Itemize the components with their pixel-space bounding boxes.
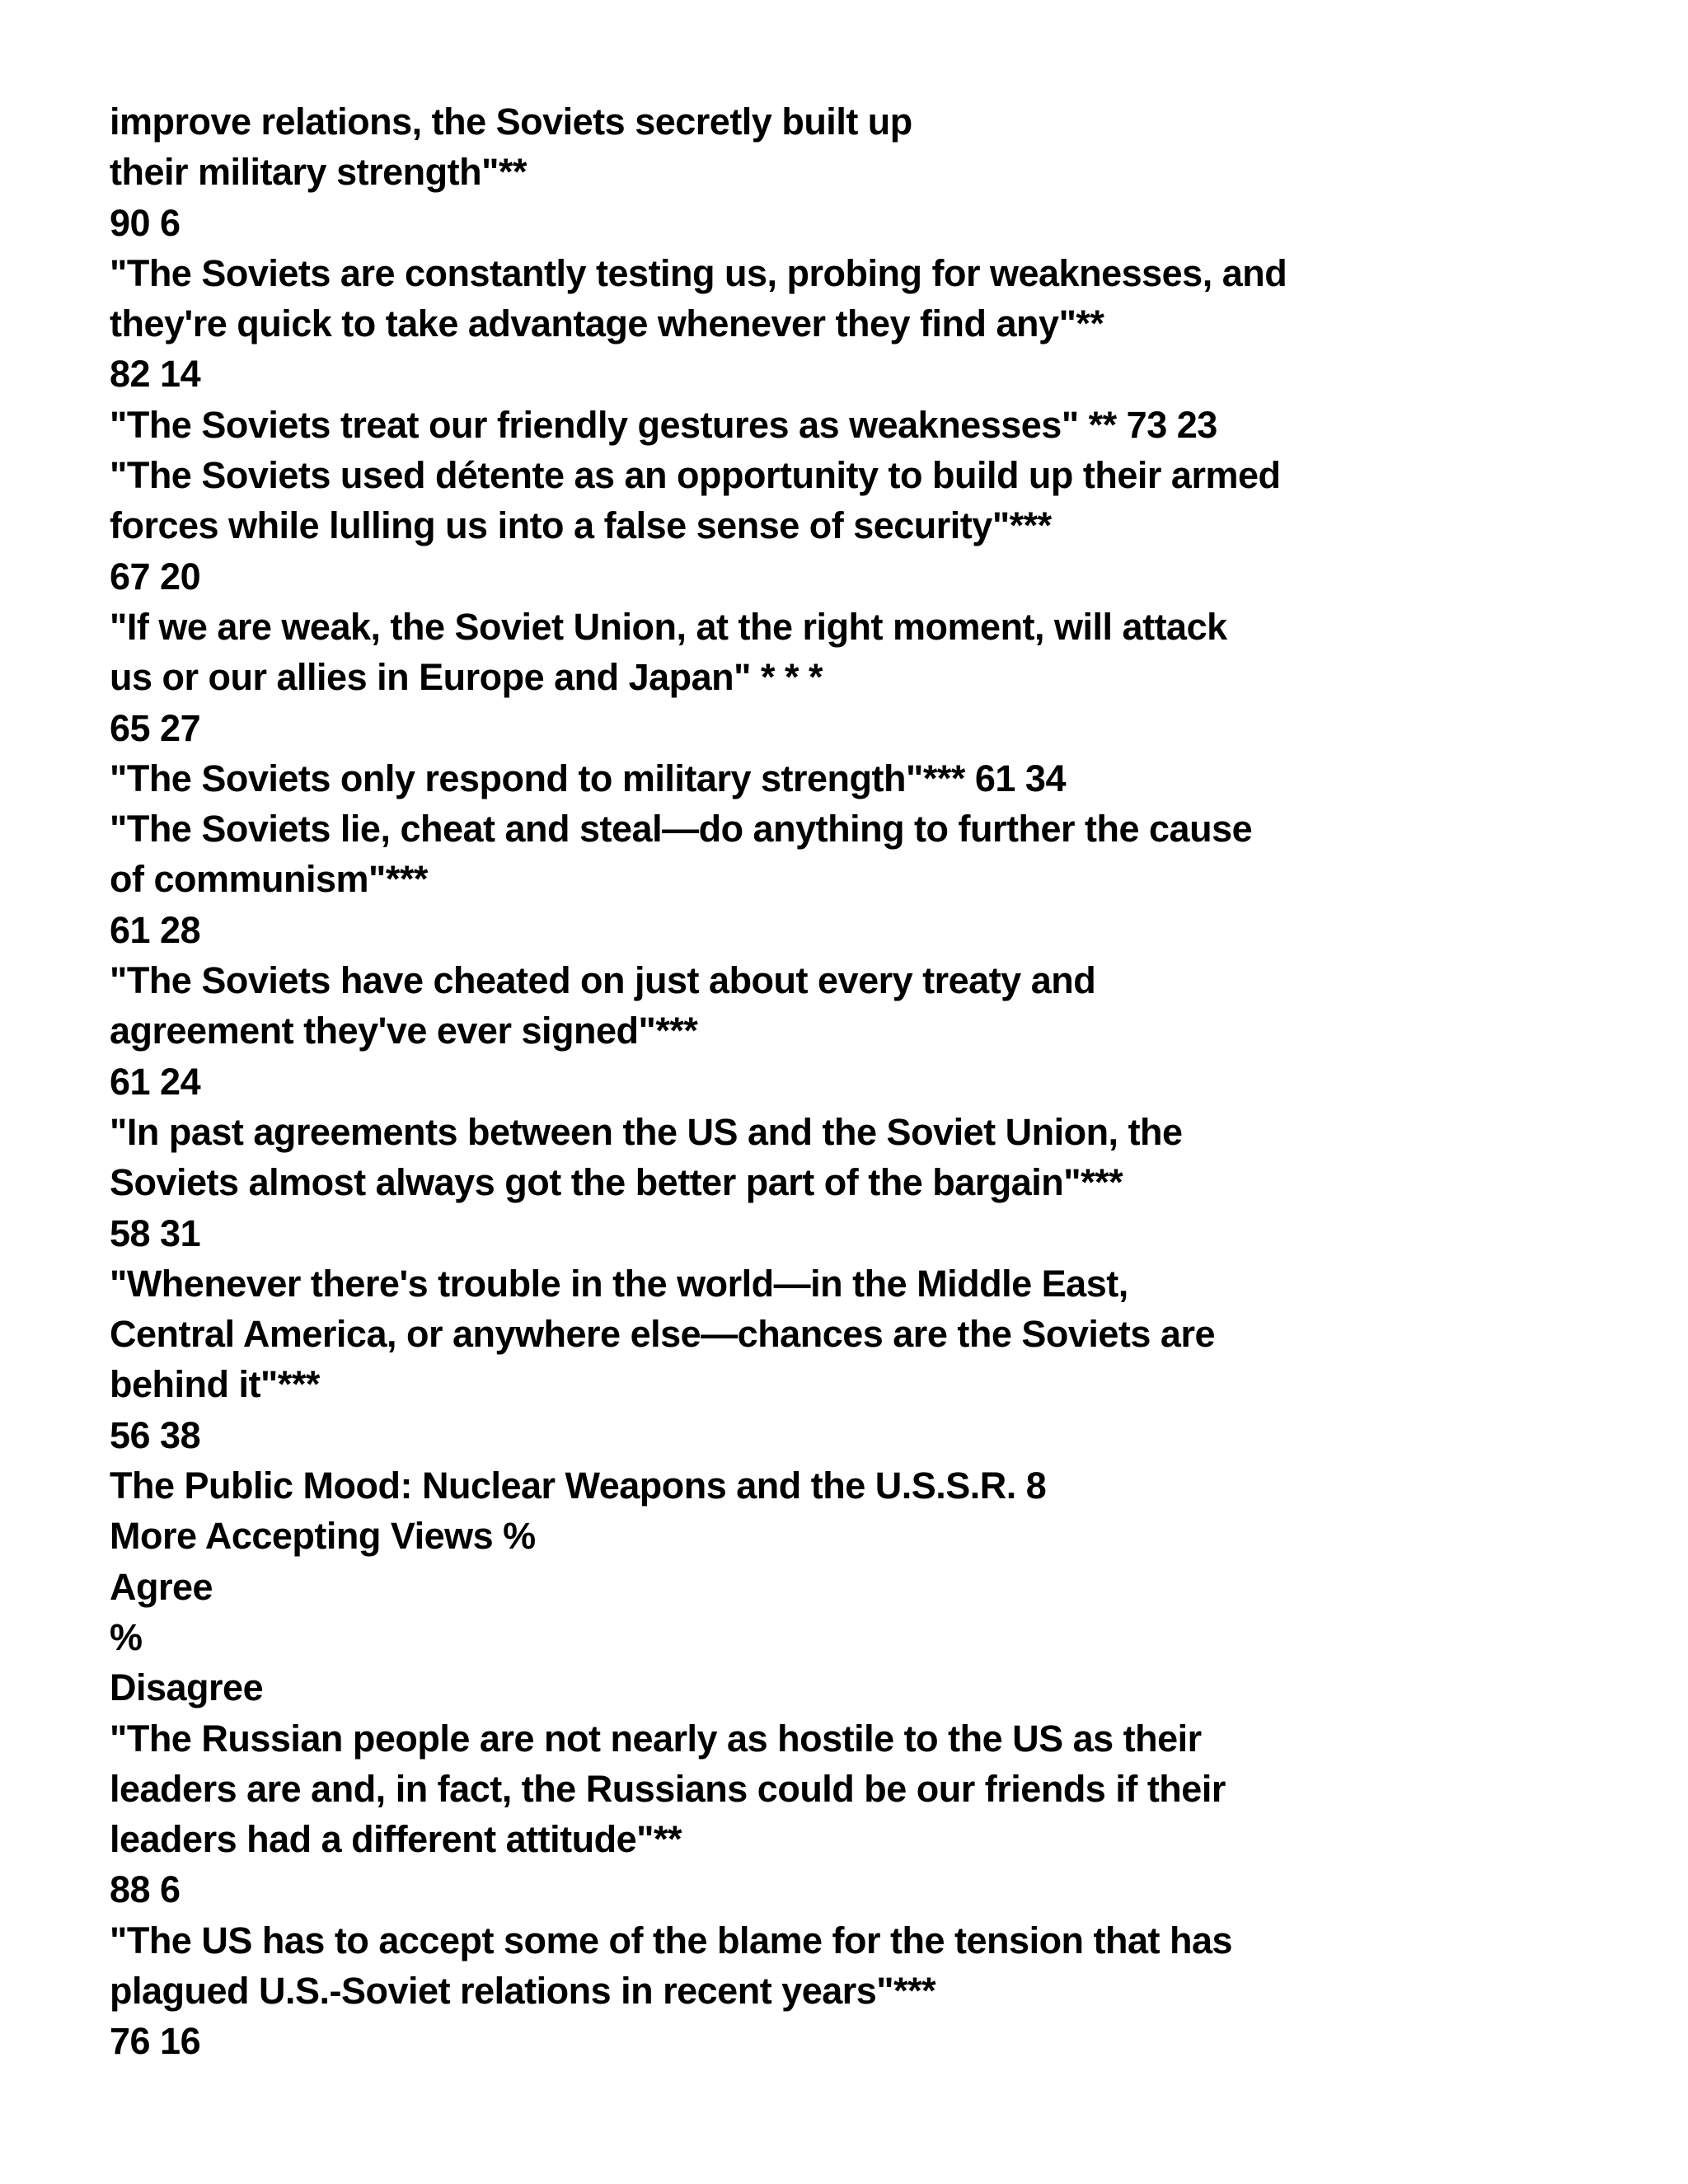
text-line: 90 6 bbox=[110, 201, 181, 244]
text-line: "In past agreements between the US and the Soviet Union, the bbox=[110, 1110, 1183, 1153]
text-line: Soviets almost always got the better part of the bargain"*** bbox=[110, 1161, 1123, 1204]
text-line: "If we are weak, the Soviet Union, at the right moment, will attack bbox=[110, 605, 1227, 648]
text-line: leaders had a different attitude"** bbox=[110, 1818, 682, 1861]
text-line: they're quick to take advantage whenever they find any"** bbox=[110, 302, 1104, 345]
text-line: "The Soviets are constantly testing us, probing for weaknesses, and bbox=[110, 251, 1287, 294]
text-line: "The Soviets have cheated on just about every treaty and bbox=[110, 959, 1096, 1002]
document-text bbox=[110, 96, 1395, 2067]
text-line: forces while lulling us into a false sense of security"*** bbox=[110, 504, 1052, 547]
text-line: of communism"*** bbox=[110, 858, 428, 901]
section-subtitle: More Accepting Views % bbox=[110, 1515, 536, 1558]
column-header-disagree: Disagree bbox=[110, 1666, 264, 1709]
text-line: "The US has to accept some of the blame for the tension that has bbox=[110, 1919, 1233, 1961]
text-line: Central America, or anywhere else—chances are the Soviets are bbox=[110, 1313, 1215, 1356]
text-line: 82 14 bbox=[110, 353, 201, 396]
text-line: "The Soviets only respond to military strength"*** 61 34 bbox=[110, 757, 1066, 799]
text-line: 61 28 bbox=[110, 908, 201, 951]
text-line: improve relations, the Soviets secretly built up bbox=[110, 101, 912, 143]
text-line: 76 16 bbox=[110, 2020, 201, 2063]
text-line: 88 6 bbox=[110, 1868, 181, 1911]
text-line: their military strength"** bbox=[110, 151, 527, 194]
column-header-percent: % bbox=[110, 1615, 143, 1658]
text-line: "The Soviets lie, cheat and steal—do anything to further the cause bbox=[110, 808, 1253, 851]
text-line: 56 38 bbox=[110, 1413, 201, 1456]
text-line: agreement they've ever signed"*** bbox=[110, 1010, 698, 1052]
text-line: "The Soviets treat our friendly gestures as weaknesses" ** 73 23 bbox=[110, 403, 1217, 446]
text-line: 65 27 bbox=[110, 706, 201, 749]
text-line: 58 31 bbox=[110, 1212, 201, 1254]
text-line: 67 20 bbox=[110, 555, 201, 598]
text-line: "The Russian people are not nearly as hostile to the US as their bbox=[110, 1717, 1202, 1760]
text-line: us or our allies in Europe and Japan" * * * bbox=[110, 656, 823, 699]
text-line: 61 24 bbox=[110, 1060, 201, 1103]
column-header-agree: Agree bbox=[110, 1565, 213, 1608]
text-line: "The Soviets used détente as an opportunity to build up their armed bbox=[110, 454, 1281, 497]
text-line: plagued U.S.-Soviet relations in recent years"*** bbox=[110, 1969, 936, 2012]
text-line: behind it"*** bbox=[110, 1363, 320, 1406]
text-line: leaders are and, in fact, the Russians could be our friends if their bbox=[110, 1767, 1226, 1810]
section-title: The Public Mood: Nuclear Weapons and the U.S.S.R. 8 bbox=[110, 1465, 1047, 1507]
text-line: "Whenever there's trouble in the world—in the Middle East, bbox=[110, 1262, 1128, 1305]
